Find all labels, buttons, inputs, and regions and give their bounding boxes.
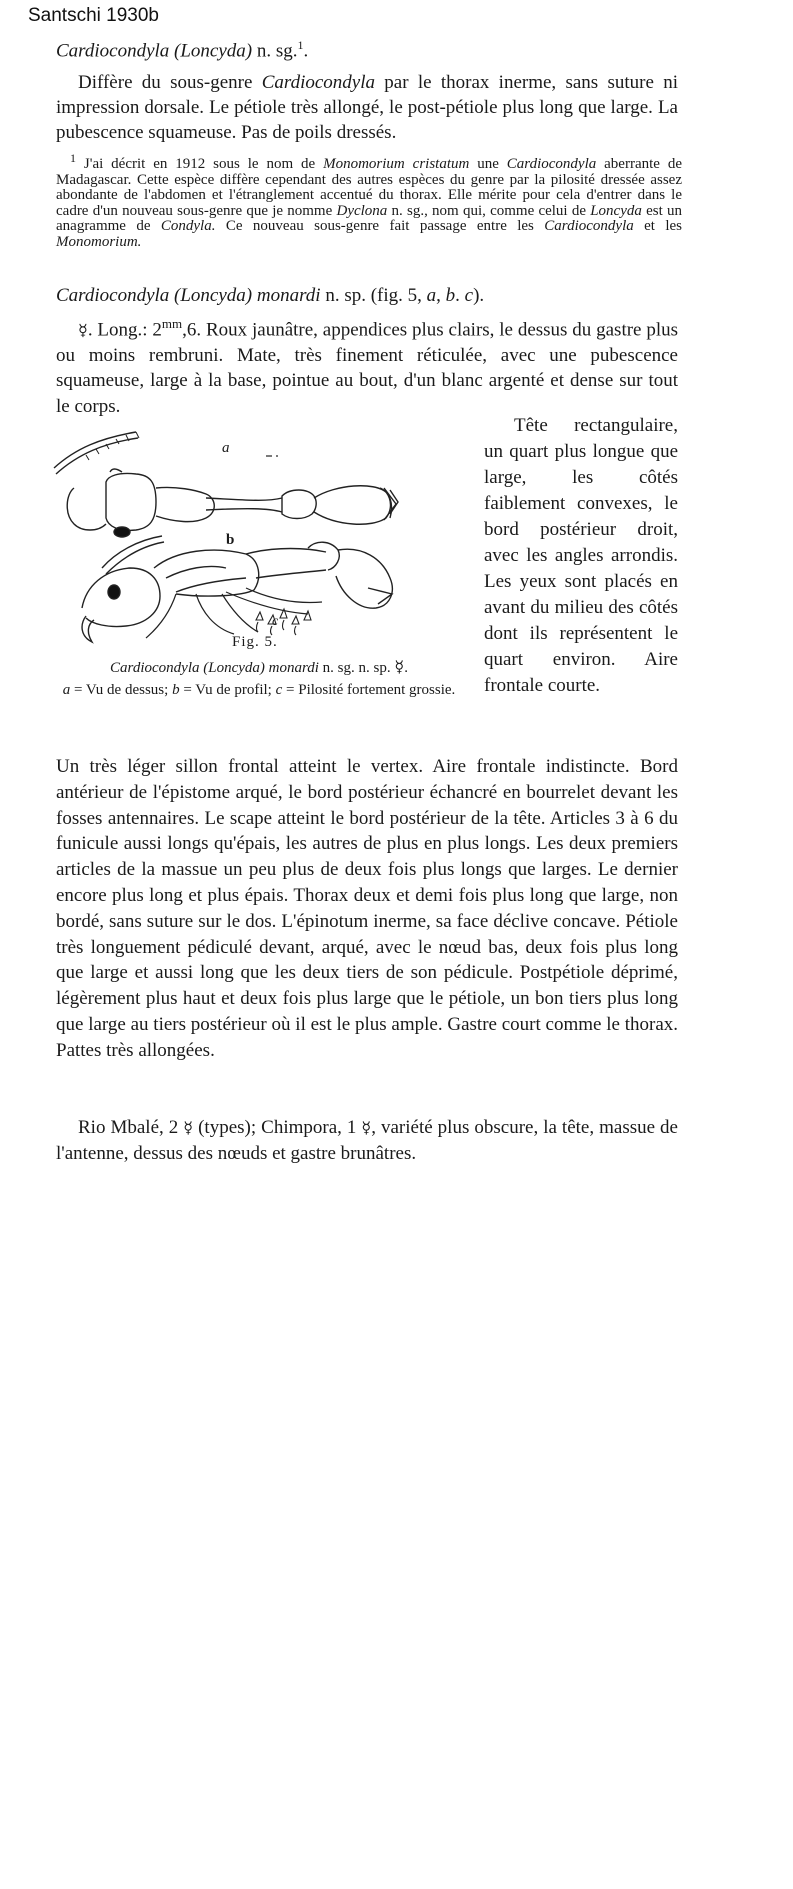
- caption-key-c: c: [275, 682, 283, 698]
- taxon-name: Dyclona: [336, 202, 388, 219]
- text-run: n. sp. (fig. 5,: [320, 285, 427, 306]
- heading-rank: n. sg.: [252, 40, 298, 62]
- side-column-text: Tête rectangulaire, un quart plus longue que large, les côtés faiblement convexes, le bord postérieur droit, avec les angles arrondis. Les yeux sont placés en avant du milieu des côtés dont ils représentent le quart environ. Aire frontale courte.: [484, 415, 678, 696]
- text-run: .: [404, 660, 408, 676]
- worker-symbol: ☿: [394, 657, 405, 676]
- text-run: n. sg., nom qui, comme celui de: [387, 202, 591, 219]
- genus-name: Cardiocondyla: [261, 72, 375, 93]
- profile-view-drawing: [82, 536, 392, 642]
- page-header: Santschi 1930b: [28, 5, 159, 26]
- text-run: ,6. Roux jaunâtre, appendices plus clairs, le dessus du gastre plus ou moins rembruni. Mate, très finement réticulée, avec une pubescence squameuse, large à la base, pointue au bout, d'un blanc argenté et dense sur tout le corps.: [56, 319, 678, 417]
- text-run: et les: [633, 218, 682, 234]
- fig-ref-b: b: [445, 285, 456, 306]
- taxon-name: Loncyda: [590, 202, 642, 219]
- fig-ref-c: c: [464, 285, 474, 306]
- caption-taxon: Cardiocondyla (Loncyda) monardi: [110, 660, 319, 676]
- subgenus-heading: [56, 38, 308, 62]
- taxon-name: Monomorium.: [56, 233, 142, 250]
- worker-symbol: ☿: [183, 1118, 194, 1137]
- caption-key-a: a: [62, 682, 71, 698]
- species-description-intro: [56, 311, 678, 419]
- text-run: J'ai décrit en 1912 sous le nom de: [76, 156, 324, 172]
- text-run: .: [455, 285, 465, 306]
- footnote: [56, 151, 682, 250]
- fig-ref-a: a: [426, 285, 437, 306]
- worker-symbol: ☿: [361, 1118, 372, 1137]
- species-heading: [56, 285, 484, 307]
- label-b: b: [226, 532, 235, 548]
- figure-caption: [56, 656, 462, 701]
- text-run: par le thorax inerme, sans suture ni impression dorsale. Le pétiole très allongé, le post-pétiole plus long que large. La pubescence squameuse. Pas de poils dressés.: [56, 72, 678, 143]
- text-run: ).: [473, 285, 485, 306]
- species-name: Cardiocondyla (Loncyda) monardi: [56, 285, 321, 306]
- text-run: , variété plus obscure, la tête, massue de l'antenne, dessus des nœuds et gastre brunâtres.: [56, 1117, 678, 1164]
- ant-illustration: [46, 428, 466, 648]
- text-run: = Vu de profil;: [179, 682, 276, 698]
- heading-end: .: [303, 40, 309, 62]
- taxon-name: Cardiocondyla: [544, 218, 634, 234]
- subgenus-name: Cardiocondyla (Loncyda): [56, 40, 253, 62]
- figure-title: Fig. 5.: [232, 634, 278, 650]
- unit: mm: [161, 316, 183, 331]
- taxon-name: Condyla.: [160, 218, 216, 234]
- caption-key-b: b: [172, 682, 180, 698]
- text-run: aberrante de Madagascar. Cette espèce diffère cependant des autres espèces du genre par la pilosité dressée assez abondante de l'abdomen et l'étranglement accentué du thorax. Elle mérite pour cela d'entrer dans le cadre d'un nouveau sous-genre que je nomme: [56, 156, 682, 219]
- text-run: Diffère du sous-genre: [78, 72, 262, 93]
- material-examined: [56, 1115, 678, 1167]
- taxon-name: Monomorium cristatum: [323, 156, 470, 172]
- text-run: ,: [436, 285, 446, 306]
- text-run: = Pilosité fortement grossie.: [282, 682, 456, 698]
- text-run: (types); Chimpora, 1: [193, 1117, 362, 1138]
- worker-symbol: ☿: [78, 320, 88, 340]
- label-a: a: [222, 440, 230, 456]
- text-run: n. sg. n. sp.: [318, 660, 395, 676]
- label-c: c: [272, 614, 279, 629]
- species-description-body: Un très léger sillon frontal atteint le vertex. Aire frontale indistincte. Bord antérieur de l'épistome arqué, le bord postérieur échancré en bourrelet devant les fosses antennaires. Le scape atteint le bord postérieur de la tête. Articles 3 à 6 du funicule aussi longs qu'épais, les autres de plus en plus longs. Les deux premiers articles de la massue un peu plus de deux fois plus longs que larges. Le dernier encore plus long et plus épais. Thorax deux et demi fois plus long que large, non bordé, sans suture sur le dos. L'épinotum inerme, sa face déclive concave. Pétiole très longuement pédiculé devant, arqué, avec le nœud bas, deux fois plus long que large et aussi long que les deux tiers de son pédicule. Postpétiole déprimé, légèrement plus haut et deux fois plus large que le pétiole, un bon tiers plus long que large au tiers postérieur où il est le plus ample. Gastre court comme le thorax. Pattes très allongées.: [56, 756, 678, 1061]
- text-run: = Vu de dessus;: [70, 682, 173, 698]
- text-run: Ce nouveau sous-genre fait passage entre les: [215, 218, 545, 234]
- pilosity-detail-drawing: [256, 609, 311, 635]
- text-run: . Long.: 2: [87, 319, 162, 341]
- footnote-mark: 1: [70, 151, 76, 165]
- text-run: est un anagramme de: [56, 202, 682, 234]
- footnote-ref: 1: [297, 38, 304, 52]
- taxon-name: Cardiocondyla: [506, 156, 597, 172]
- subgenus-diagnosis: [56, 70, 678, 145]
- text-run: Rio Mbalé, 2: [78, 1117, 184, 1138]
- text-run: une: [469, 156, 507, 172]
